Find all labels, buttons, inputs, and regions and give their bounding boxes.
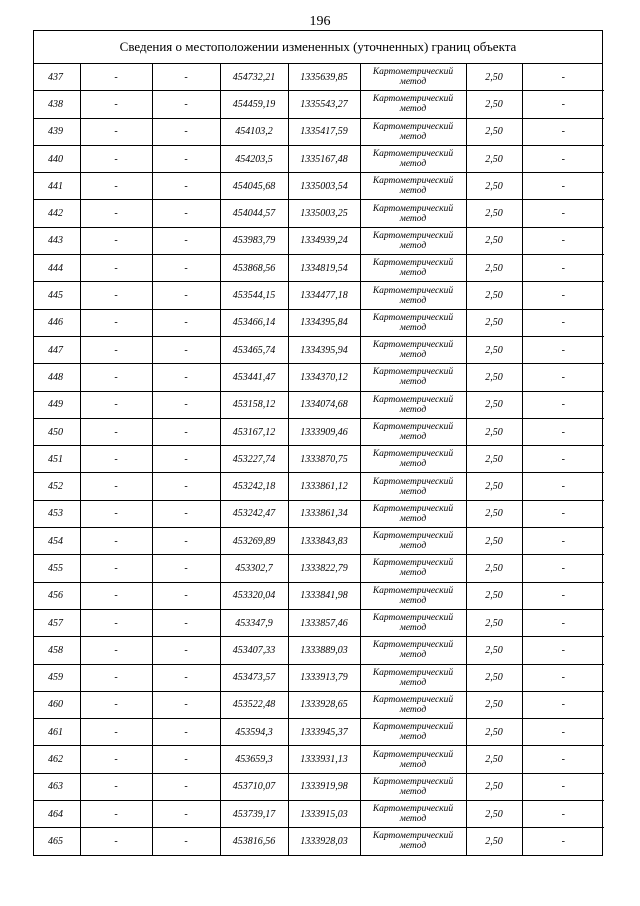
accuracy-cell: 2,50	[466, 227, 522, 254]
empty-cell: -	[522, 309, 604, 336]
table-row	[34, 64, 604, 91]
method-cell: Картометрический метод	[360, 418, 466, 445]
empty-cell: -	[152, 64, 220, 91]
empty-cell: -	[522, 364, 604, 391]
coordinates-grid	[34, 64, 604, 855]
empty-cell: -	[80, 336, 152, 363]
coordinate-x: 453320,04	[220, 582, 288, 609]
empty-cell: -	[152, 719, 220, 746]
accuracy-cell: 2,50	[466, 664, 522, 691]
empty-cell: -	[80, 609, 152, 636]
method-cell: Картометрический метод	[360, 555, 466, 582]
table-row	[34, 336, 604, 363]
table-row	[34, 282, 604, 309]
coordinate-y: 1333919,98	[288, 773, 360, 800]
empty-cell: -	[80, 118, 152, 145]
point-number: 451	[34, 446, 80, 473]
coordinate-x: 453407,33	[220, 637, 288, 664]
coordinate-y: 1334074,68	[288, 391, 360, 418]
accuracy-cell: 2,50	[466, 364, 522, 391]
accuracy-cell: 2,50	[466, 500, 522, 527]
table-row	[34, 91, 604, 118]
point-number: 445	[34, 282, 80, 309]
accuracy-cell: 2,50	[466, 118, 522, 145]
point-number: 462	[34, 746, 80, 773]
empty-cell: -	[152, 609, 220, 636]
coordinate-y: 1333928,03	[288, 828, 360, 855]
method-cell: Картометрический метод	[360, 91, 466, 118]
coordinate-y: 1334395,94	[288, 336, 360, 363]
coordinate-x: 453710,07	[220, 773, 288, 800]
empty-cell: -	[522, 227, 604, 254]
coordinate-x: 453983,79	[220, 227, 288, 254]
method-cell: Картометрический метод	[360, 637, 466, 664]
point-number: 444	[34, 255, 80, 282]
coordinate-y: 1335003,25	[288, 200, 360, 227]
coordinate-y: 1334819,54	[288, 255, 360, 282]
empty-cell: -	[80, 555, 152, 582]
empty-cell: -	[152, 691, 220, 718]
accuracy-cell: 2,50	[466, 473, 522, 500]
coordinate-y: 1334395,84	[288, 309, 360, 336]
empty-cell: -	[152, 200, 220, 227]
empty-cell: -	[152, 391, 220, 418]
coordinate-x: 453269,89	[220, 528, 288, 555]
coordinate-y: 1333857,46	[288, 609, 360, 636]
coordinate-y: 1335167,48	[288, 145, 360, 172]
point-number: 456	[34, 582, 80, 609]
method-cell: Картометрический метод	[360, 473, 466, 500]
empty-cell: -	[522, 91, 604, 118]
coordinate-y: 1335417,59	[288, 118, 360, 145]
empty-cell: -	[522, 719, 604, 746]
accuracy-cell: 2,50	[466, 173, 522, 200]
empty-cell: -	[522, 173, 604, 200]
empty-cell: -	[80, 391, 152, 418]
table-row	[34, 200, 604, 227]
coordinate-x: 453739,17	[220, 801, 288, 828]
empty-cell: -	[522, 336, 604, 363]
method-cell: Картометрический метод	[360, 309, 466, 336]
empty-cell: -	[80, 64, 152, 91]
empty-cell: -	[80, 664, 152, 691]
coordinate-x: 454732,21	[220, 64, 288, 91]
accuracy-cell: 2,50	[466, 446, 522, 473]
method-cell: Картометрический метод	[360, 364, 466, 391]
empty-cell: -	[522, 555, 604, 582]
empty-cell: -	[152, 446, 220, 473]
point-number: 446	[34, 309, 80, 336]
method-cell: Картометрический метод	[360, 255, 466, 282]
empty-cell: -	[522, 773, 604, 800]
point-number: 453	[34, 500, 80, 527]
coordinate-y: 1333822,79	[288, 555, 360, 582]
empty-cell: -	[522, 801, 604, 828]
empty-cell: -	[152, 555, 220, 582]
point-number: 441	[34, 173, 80, 200]
coordinate-y: 1333945,37	[288, 719, 360, 746]
empty-cell: -	[152, 637, 220, 664]
table-row	[34, 173, 604, 200]
empty-cell: -	[522, 200, 604, 227]
method-cell: Картометрический метод	[360, 336, 466, 363]
empty-cell: -	[522, 637, 604, 664]
table-row	[34, 309, 604, 336]
accuracy-cell: 2,50	[466, 200, 522, 227]
accuracy-cell: 2,50	[466, 773, 522, 800]
point-number: 458	[34, 637, 80, 664]
table-row	[34, 364, 604, 391]
page-number: 196	[309, 14, 331, 29]
accuracy-cell: 2,50	[466, 336, 522, 363]
empty-cell: -	[522, 828, 604, 855]
table-row	[34, 473, 604, 500]
accuracy-cell: 2,50	[466, 391, 522, 418]
point-number: 465	[34, 828, 80, 855]
table-row	[34, 528, 604, 555]
empty-cell: -	[152, 746, 220, 773]
empty-cell: -	[522, 500, 604, 527]
empty-cell: -	[152, 582, 220, 609]
coordinate-x: 453473,57	[220, 664, 288, 691]
accuracy-cell: 2,50	[466, 91, 522, 118]
empty-cell: -	[152, 418, 220, 445]
empty-cell: -	[152, 91, 220, 118]
coordinate-x: 453465,74	[220, 336, 288, 363]
coordinate-x: 453158,12	[220, 391, 288, 418]
method-cell: Картометрический метод	[360, 801, 466, 828]
accuracy-cell: 2,50	[466, 309, 522, 336]
method-cell: Картометрический метод	[360, 446, 466, 473]
point-number: 443	[34, 227, 80, 254]
coordinate-x: 453242,18	[220, 473, 288, 500]
empty-cell: -	[80, 691, 152, 718]
coordinate-x: 453868,56	[220, 255, 288, 282]
table-row	[34, 773, 604, 800]
coordinate-x: 453659,3	[220, 746, 288, 773]
point-number: 449	[34, 391, 80, 418]
empty-cell: -	[80, 582, 152, 609]
accuracy-cell: 2,50	[466, 282, 522, 309]
coordinate-y: 1333843,83	[288, 528, 360, 555]
empty-cell: -	[152, 828, 220, 855]
empty-cell: -	[152, 473, 220, 500]
empty-cell: -	[80, 418, 152, 445]
empty-cell: -	[152, 664, 220, 691]
empty-cell: -	[522, 145, 604, 172]
empty-cell: -	[152, 500, 220, 527]
accuracy-cell: 2,50	[466, 528, 522, 555]
coordinate-y: 1334477,18	[288, 282, 360, 309]
accuracy-cell: 2,50	[466, 801, 522, 828]
method-cell: Картометрический метод	[360, 64, 466, 91]
accuracy-cell: 2,50	[466, 746, 522, 773]
point-number: 454	[34, 528, 80, 555]
method-cell: Картометрический метод	[360, 664, 466, 691]
point-number: 439	[34, 118, 80, 145]
method-cell: Картометрический метод	[360, 609, 466, 636]
point-number: 452	[34, 473, 80, 500]
empty-cell: -	[522, 473, 604, 500]
coordinate-y: 1333913,79	[288, 664, 360, 691]
empty-cell: -	[80, 500, 152, 527]
empty-cell: -	[522, 691, 604, 718]
coordinate-y: 1334370,12	[288, 364, 360, 391]
accuracy-cell: 2,50	[466, 555, 522, 582]
empty-cell: -	[80, 473, 152, 500]
coordinate-y: 1334939,24	[288, 227, 360, 254]
coordinate-x: 453441,47	[220, 364, 288, 391]
empty-cell: -	[152, 801, 220, 828]
table-row	[34, 446, 604, 473]
point-number: 457	[34, 609, 80, 636]
table-row	[34, 691, 604, 718]
method-cell: Картометрический метод	[360, 282, 466, 309]
coordinate-y: 1333889,03	[288, 637, 360, 664]
coordinate-y: 1333861,34	[288, 500, 360, 527]
empty-cell: -	[80, 719, 152, 746]
empty-cell: -	[522, 118, 604, 145]
table-body	[34, 64, 604, 855]
empty-cell: -	[522, 664, 604, 691]
empty-cell: -	[80, 173, 152, 200]
empty-cell: -	[80, 528, 152, 555]
coordinate-x: 454203,5	[220, 145, 288, 172]
empty-cell: -	[152, 309, 220, 336]
accuracy-cell: 2,50	[466, 582, 522, 609]
coordinate-x: 453302,7	[220, 555, 288, 582]
coordinate-y: 1333909,46	[288, 418, 360, 445]
coordinate-x: 453242,47	[220, 500, 288, 527]
method-cell: Картометрический метод	[360, 773, 466, 800]
table-row	[34, 719, 604, 746]
empty-cell: -	[152, 255, 220, 282]
point-number: 440	[34, 145, 80, 172]
method-cell: Картометрический метод	[360, 719, 466, 746]
table-row	[34, 418, 604, 445]
accuracy-cell: 2,50	[466, 418, 522, 445]
method-cell: Картометрический метод	[360, 200, 466, 227]
method-cell: Картометрический метод	[360, 391, 466, 418]
coordinate-x: 453347,9	[220, 609, 288, 636]
table-row	[34, 801, 604, 828]
accuracy-cell: 2,50	[466, 145, 522, 172]
accuracy-cell: 2,50	[466, 691, 522, 718]
method-cell: Картометрический метод	[360, 528, 466, 555]
boundary-coordinates-table	[33, 30, 603, 856]
point-number: 450	[34, 418, 80, 445]
table-row	[34, 391, 604, 418]
coordinate-x: 454459,19	[220, 91, 288, 118]
coordinate-y: 1333841,98	[288, 582, 360, 609]
coordinate-x: 454045,68	[220, 173, 288, 200]
empty-cell: -	[152, 528, 220, 555]
coordinate-x: 453816,56	[220, 828, 288, 855]
empty-cell: -	[80, 773, 152, 800]
table-row	[34, 555, 604, 582]
coordinate-y: 1335639,85	[288, 64, 360, 91]
empty-cell: -	[152, 282, 220, 309]
empty-cell: -	[80, 637, 152, 664]
empty-cell: -	[522, 446, 604, 473]
point-number: 438	[34, 91, 80, 118]
table-row	[34, 255, 604, 282]
empty-cell: -	[80, 801, 152, 828]
coordinate-y: 1333928,65	[288, 691, 360, 718]
accuracy-cell: 2,50	[466, 255, 522, 282]
empty-cell: -	[152, 336, 220, 363]
empty-cell: -	[80, 446, 152, 473]
coordinate-y: 1333861,12	[288, 473, 360, 500]
empty-cell: -	[80, 309, 152, 336]
table-row	[34, 118, 604, 145]
coordinate-x: 453227,74	[220, 446, 288, 473]
point-number: 455	[34, 555, 80, 582]
method-cell: Картометрический метод	[360, 746, 466, 773]
empty-cell: -	[80, 828, 152, 855]
point-number: 459	[34, 664, 80, 691]
table-row	[34, 637, 604, 664]
empty-cell: -	[522, 391, 604, 418]
table-row	[34, 664, 604, 691]
method-cell: Картометрический метод	[360, 227, 466, 254]
table-title: Сведения о местоположении измененных (уточненных) границ объекта	[34, 31, 602, 64]
empty-cell: -	[152, 145, 220, 172]
method-cell: Картометрический метод	[360, 500, 466, 527]
table-row	[34, 609, 604, 636]
point-number: 448	[34, 364, 80, 391]
coordinate-y: 1335543,27	[288, 91, 360, 118]
point-number: 460	[34, 691, 80, 718]
accuracy-cell: 2,50	[466, 64, 522, 91]
coordinate-x: 453167,12	[220, 418, 288, 445]
coordinate-x: 453522,48	[220, 691, 288, 718]
point-number: 447	[34, 336, 80, 363]
empty-cell: -	[152, 227, 220, 254]
method-cell: Картометрический метод	[360, 118, 466, 145]
empty-cell: -	[522, 528, 604, 555]
empty-cell: -	[522, 609, 604, 636]
point-number: 464	[34, 801, 80, 828]
table-row	[34, 500, 604, 527]
point-number: 437	[34, 64, 80, 91]
point-number: 463	[34, 773, 80, 800]
empty-cell: -	[80, 227, 152, 254]
empty-cell: -	[80, 200, 152, 227]
empty-cell: -	[80, 746, 152, 773]
point-number: 442	[34, 200, 80, 227]
empty-cell: -	[522, 255, 604, 282]
method-cell: Картометрический метод	[360, 582, 466, 609]
method-cell: Картометрический метод	[360, 691, 466, 718]
table-row	[34, 227, 604, 254]
table-row	[34, 582, 604, 609]
empty-cell: -	[152, 773, 220, 800]
coordinate-x: 453594,3	[220, 719, 288, 746]
empty-cell: -	[522, 582, 604, 609]
empty-cell: -	[152, 173, 220, 200]
coordinate-x: 453466,14	[220, 309, 288, 336]
accuracy-cell: 2,50	[466, 828, 522, 855]
empty-cell: -	[152, 364, 220, 391]
coordinate-y: 1333870,75	[288, 446, 360, 473]
empty-cell: -	[522, 64, 604, 91]
coordinate-x: 453544,15	[220, 282, 288, 309]
point-number: 461	[34, 719, 80, 746]
coordinate-y: 1335003,54	[288, 173, 360, 200]
empty-cell: -	[522, 282, 604, 309]
coordinate-y: 1333915,03	[288, 801, 360, 828]
method-cell: Картометрический метод	[360, 173, 466, 200]
accuracy-cell: 2,50	[466, 637, 522, 664]
coordinate-x: 454103,2	[220, 118, 288, 145]
method-cell: Картометрический метод	[360, 828, 466, 855]
coordinate-x: 454044,57	[220, 200, 288, 227]
empty-cell: -	[80, 364, 152, 391]
coordinate-y: 1333931,13	[288, 746, 360, 773]
accuracy-cell: 2,50	[466, 609, 522, 636]
empty-cell: -	[80, 145, 152, 172]
accuracy-cell: 2,50	[466, 719, 522, 746]
empty-cell: -	[522, 418, 604, 445]
table-row	[34, 746, 604, 773]
empty-cell: -	[152, 118, 220, 145]
empty-cell: -	[80, 255, 152, 282]
empty-cell: -	[80, 282, 152, 309]
empty-cell: -	[80, 91, 152, 118]
method-cell: Картометрический метод	[360, 145, 466, 172]
empty-cell: -	[522, 746, 604, 773]
table-row	[34, 828, 604, 855]
table-row	[34, 145, 604, 172]
